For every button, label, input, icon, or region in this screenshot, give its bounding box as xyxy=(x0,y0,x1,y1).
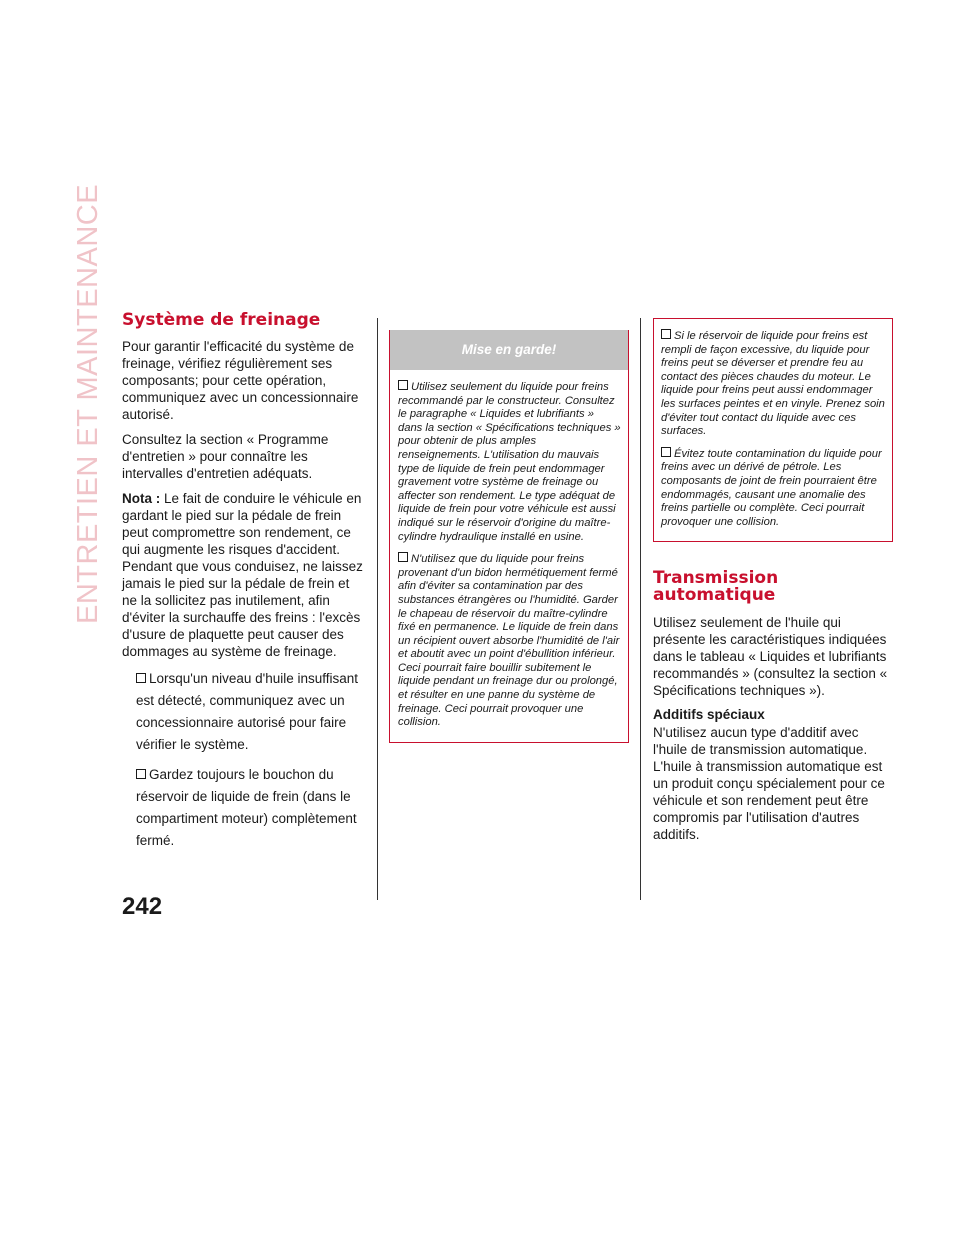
warning-title: Mise en garde! xyxy=(390,330,628,370)
side-section-title-text: ENTRETIEN ET MAINTENANCE xyxy=(72,183,104,624)
column-braking xyxy=(122,312,366,860)
paragraph: Pour garantir l'efficacité du système de freinage, vérifiez régulièrement ses composants; pour cette opération, communiquez avec un concessionnaire autorisé. xyxy=(122,339,359,422)
warning-text: Évitez toute contamination du liquide pour freins avec un dérivé de pétrole. Les composants de joint de frein pourraient être endommagés, causant une anomalie des freins partielle ou complète. Ceci pourrait provoquer une collision. xyxy=(661,447,882,528)
heading-line: automatique xyxy=(653,585,776,606)
warning-item xyxy=(661,329,886,439)
warning-box-continued xyxy=(653,318,893,542)
warning-text: N'utilisez que du liquide pour freins provenant d'un bidon hermétiquement fermé afin d'éviter sa contamination par des substances étrangères ou l'humidité. Garder le chapeau de réservoir du maître-cylindre fixé en permanence. Le liquide de frein dans un récipient ouvert absorbe l'humidité de l'air et aboutit avec un point d'ébullition inférieur. Ceci pourrait faire bouillir subitement le liquide pendant un freinage dur ou prolongé, et résulter en une panne du système de freinage. Ceci pourrait provoquer une collision. xyxy=(398,553,620,729)
note-paragraph xyxy=(122,490,366,660)
bullet-text: Gardez toujours le bouchon du réservoir de liquide de frein (dans le compartiment moteur) complètement fermé. xyxy=(136,767,357,848)
section-heading-transmission xyxy=(653,570,893,604)
warning-item xyxy=(398,380,621,544)
side-section-title xyxy=(68,183,108,912)
warning-item xyxy=(398,552,621,730)
page-number: 242 xyxy=(122,893,163,920)
checkbox-bullet-icon xyxy=(136,673,146,683)
checkbox-bullet-icon xyxy=(398,552,408,562)
column-divider xyxy=(640,318,641,900)
checkbox-bullet-icon xyxy=(136,769,146,779)
column-warning xyxy=(389,330,629,743)
heading-line: Transmission xyxy=(653,568,779,589)
paragraph: Utilisez seulement de l'huile qui présente les caractéristiques indiquées dans le tableau « Liquides et lubrifiants recommandés » (consultez la section « Spécifications techniques »). xyxy=(653,615,888,699)
checkbox-bullet-icon xyxy=(398,380,408,390)
warning-item xyxy=(661,447,886,530)
checkbox-bullet-icon xyxy=(661,447,671,457)
paragraph: N'utilisez aucun type d'additif avec l'huile de transmission automatique. L'huile à transmission automatique est un produit conçu spécialement pour ce véhicule et son rendement peut être compromis par l'utilisation d'autres additifs. xyxy=(653,725,885,843)
subheading-additives: Additifs spéciaux xyxy=(653,707,765,723)
column-divider xyxy=(377,318,378,900)
warning-text: Utilisez seulement du liquide pour freins recommandé par le constructeur. Consultez le paragraphe « Liquides et lubrifiants » dans la section « Spécifications techniques » pour obtenir de plus amples renseignements. L'utilisation du mauvais type de liquide de frein peut endommager gravement votre système de freinage ou affecter son rendement. Le type adéquat de liquide de frein pour votre véhicule est aussi indiqué sur le réservoir d'origine du maître-cylindre hydraulique installé en usine. xyxy=(398,381,621,543)
paragraph: Consultez la section « Programme d'entretien » pour connaître les intervalles d'entretien adéquats. xyxy=(122,432,329,481)
bullet-item xyxy=(136,668,366,756)
bullet-item xyxy=(136,764,366,852)
section-heading-braking: Système de freinage xyxy=(122,310,321,330)
note-label: Nota : xyxy=(122,491,161,506)
column-transmission xyxy=(653,318,893,851)
checkbox-bullet-icon xyxy=(661,329,671,339)
bullet-text: Lorsqu'un niveau d'huile insuffisant est détecté, communiquez avec un concessionnaire autorisé pour faire vérifier le système. xyxy=(136,671,359,752)
note-text: Le fait de conduire le véhicule en gardant le pied sur la pédale de frein peut compromettre son rendement, ce qui augmente les risques d'accident. Pendant que vous conduisez, ne laissez jamais le pied sur la pédale de frein et ne la sollicitez pas inutilement, afin d'éviter la surchauffe des freins : l'excès d'usure de plaquette peut causer des dommages au système de freinage. xyxy=(122,491,363,659)
warning-box xyxy=(389,330,629,743)
warning-text: Si le réservoir de liquide pour freins est rempli de façon excessive, du liquide pour freins peut se déverser et prendre feu au contact des pièces chaudes du moteur. Le liquide pour freins peut aussi endommager les surfaces peintes et en vinyle. Prenez soin d'éviter tout contact du liquide avec ces surfaces. xyxy=(661,330,885,438)
